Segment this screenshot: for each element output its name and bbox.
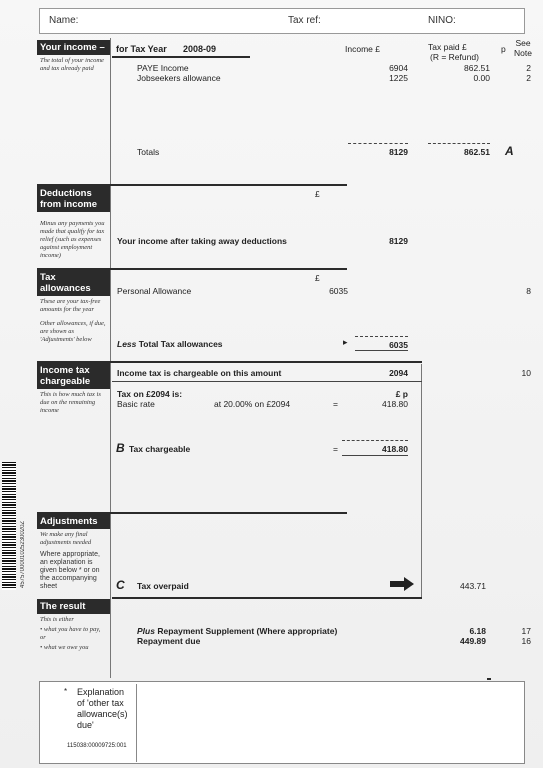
- result-bullet-1-text: what you have to pay, or: [40, 626, 101, 641]
- result-section-side: [37, 599, 110, 654]
- basic-rate-label: Basic rate: [117, 399, 155, 409]
- allowances-section-desc2: Other allowances, if due, are shown as 'Adjustments' below: [40, 320, 106, 343]
- income-row-note: 2: [526, 63, 531, 73]
- adjustments-explain: Where appropriate, an explanation is given below * or on the accompanying sheet: [40, 551, 100, 590]
- result-bullet-1: • what you have to pay, or: [40, 626, 101, 641]
- income-row-tax: 0.00: [473, 73, 490, 83]
- basic-rate-value: 418.80: [382, 399, 408, 409]
- nino-label: NINO:: [428, 15, 456, 26]
- allowances-section-title: Tax allowances: [37, 270, 110, 296]
- col-seenote-header: See Note: [514, 38, 532, 58]
- total-allowances-label: Total Tax allowances: [138, 339, 223, 349]
- basic-rate-equals: =: [333, 399, 338, 409]
- allowances-section-side: [37, 270, 110, 346]
- supplement-label: Repayment Supplement (Where appropriate): [157, 626, 338, 636]
- totals-tax-rule: [428, 143, 490, 144]
- marker-b: B: [116, 441, 125, 455]
- result-section-title: The result: [37, 599, 110, 614]
- chargeable-section-desc: This is how much tax is due on the remaining income: [40, 391, 101, 414]
- supplement-note: 17: [521, 626, 531, 636]
- chargeable-income-note: 10: [521, 368, 531, 378]
- repayment-due-value: 449.89: [460, 636, 486, 646]
- deductions-section-side: [37, 186, 110, 262]
- totals-income: 8129: [389, 147, 408, 157]
- result-bullet-2: • what we owe you: [40, 644, 89, 651]
- income-row-label: PAYE Income: [137, 63, 189, 73]
- taxref-label: Tax ref:: [288, 15, 321, 26]
- barcode: [2, 462, 16, 590]
- footer-divider: [136, 684, 137, 762]
- personal-allowance-value: 6035: [329, 286, 348, 296]
- chargeable-income-underline: [112, 381, 422, 382]
- tax-overpaid-value: 443.71: [460, 581, 486, 591]
- tax-chargeable-underline: [342, 455, 408, 456]
- chargeable-section-side: [37, 363, 110, 417]
- for-tax-year-label: for Tax Year: [116, 44, 167, 54]
- chargeable-section-title: Income tax chargeable: [37, 363, 110, 389]
- totals-label: Totals: [137, 147, 160, 157]
- less-allowances-underline: [355, 350, 408, 351]
- income-row-label: Jobseekers allowance: [137, 73, 221, 83]
- repayment-due-note: 16: [521, 636, 531, 646]
- allowances-section-desc1: These are your tax-free amounts for the year: [40, 298, 101, 313]
- overpaid-underline: [112, 597, 422, 599]
- income-section-title: Your income –: [37, 40, 110, 55]
- allowances-currency: £: [315, 273, 320, 283]
- income-row-tax: 862.51: [464, 63, 490, 73]
- tax-year: 2008-09: [183, 44, 217, 54]
- result-mark: [487, 678, 491, 680]
- right-box-divider: [421, 364, 422, 598]
- less-allowances-value: 6035: [389, 340, 408, 350]
- tax-overpaid-label: Tax overpaid: [137, 581, 189, 591]
- personal-allowance-note: 8: [526, 286, 531, 296]
- less-allowances-row: [117, 339, 223, 349]
- income-section-side: [37, 40, 110, 75]
- deductions-section-title: Deductions from income: [37, 186, 110, 212]
- basic-rate-desc: at 20.00% on £2094: [214, 399, 291, 409]
- totals-tax: 862.51: [464, 147, 490, 157]
- less-label: Less: [117, 339, 137, 349]
- tax-on-currency: £ p: [395, 389, 408, 399]
- income-row-note: 2: [526, 73, 531, 83]
- arrow-icon: ▸: [343, 337, 348, 347]
- name-label: Name:: [49, 15, 79, 26]
- tax-chargeable-equals: =: [333, 444, 338, 454]
- tax-chargeable-label: Tax chargeable: [129, 444, 191, 454]
- adjustments-section-side: [37, 514, 110, 593]
- income-row-value: 1225: [389, 73, 408, 83]
- col-taxpaid-header: Tax paid £: [428, 42, 467, 52]
- col-p-header: p: [501, 44, 506, 54]
- chargeable-income-value: 2094: [389, 368, 408, 378]
- supplement-value: 6.18: [469, 626, 486, 636]
- personal-allowance-label: Personal Allowance: [117, 286, 192, 296]
- footer-star: *: [64, 687, 68, 696]
- tax-on-label: Tax on £2094 is:: [117, 389, 183, 399]
- result-bullet-2-text: what we owe you: [43, 644, 89, 651]
- after-deductions-value: 8129: [389, 236, 408, 246]
- less-allowances-rule: [355, 336, 408, 337]
- right-arrow-icon: [388, 576, 416, 592]
- tax-chargeable-value: 418.80: [382, 444, 408, 454]
- barcode-number: 4575700001025230020Z: [20, 520, 26, 588]
- adjustments-section-desc: We make any final adjustments needed: [40, 531, 92, 546]
- chargeable-income-label: Income tax is chargeable on this amount: [117, 368, 282, 378]
- tax-chargeable-rule: [342, 440, 408, 441]
- deductions-section-desc: Minus any payments you made that qualify for tax relief (such as expenses against employment income): [40, 220, 105, 259]
- tax-year-underline: [112, 56, 250, 58]
- adjustments-section-title: Adjustments: [37, 514, 110, 529]
- plus-label: Plus: [137, 626, 155, 636]
- form-code: 115038:00009725:001: [67, 743, 127, 749]
- income-section-desc: The total of your income and tax already paid: [40, 57, 104, 72]
- result-section-desc: This is either: [40, 616, 74, 623]
- repayment-due-label: Repayment due: [137, 636, 201, 646]
- marker-c: C: [116, 578, 125, 592]
- col-income-header: Income £: [345, 44, 380, 54]
- after-deductions-label: Your income after taking away deductions: [117, 236, 287, 246]
- supplement-row: [137, 626, 337, 636]
- totals-marker: A: [505, 144, 514, 158]
- deductions-currency: £: [315, 189, 320, 199]
- income-row-value: 6904: [389, 63, 408, 73]
- left-column-divider: [110, 38, 111, 678]
- footer-explanation: Explanation of 'other tax allowance(s) due': [77, 687, 128, 730]
- col-taxpaid-sub: (R = Refund): [430, 52, 479, 62]
- totals-income-rule: [348, 143, 408, 144]
